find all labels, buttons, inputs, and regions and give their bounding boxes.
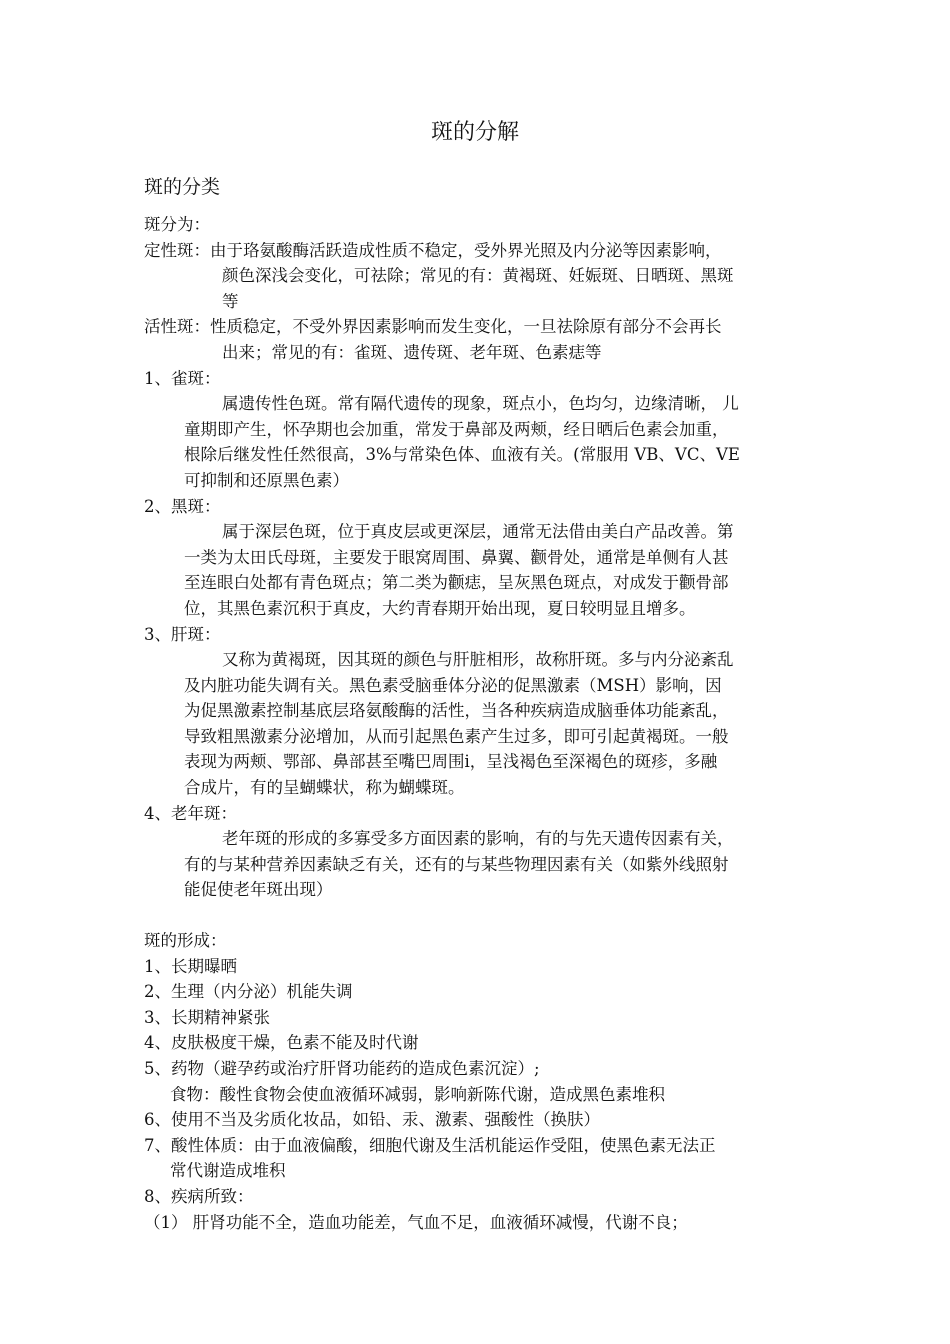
paragraph-line: 又称为黄褐斑，因其斑的颜色与肝脏相形，故称肝斑。多与内分泌紊乱 <box>222 650 734 670</box>
paragraph-line: 根除后继发性任然很高，3%与常染色体、血液有关。(常服用 VB、VC、VE <box>184 445 740 465</box>
type-heading-ganban: 3、肝斑： <box>144 624 221 644</box>
dingxing-line: 颜色深浅会变化，可祛除；常见的有：黄褐斑、妊娠斑、日晒斑、黑斑 <box>222 266 734 286</box>
paragraph-line: 童期即产生，怀孕期也会加重，常发于鼻部及两颊，经日晒后色素会加重， <box>184 419 729 439</box>
formation-item: 食物：酸性食物会使血液循环减弱，影响新陈代谢，造成黑色素堆积 <box>170 1084 665 1104</box>
paragraph-line: 老年斑的形成的多寡受多方面因素的影响，有的与先天遗传因素有关， <box>222 829 734 849</box>
paragraph-line: 表现为两颊、鄂部、鼻部甚至嘴巴周围i，呈浅褐色至深褐色的斑疹，多融 <box>184 752 718 772</box>
dingxing-line: 定性斑：由于珞氨酸酶活跃造成性质不稳定，受外界光照及内分泌等因素影响， <box>144 240 722 260</box>
paragraph-line: 至连眼白处都有青色斑点；第二类为颧痣，呈灰黑色斑点，对成发于颧骨部 <box>184 573 729 593</box>
formation-item: 6、使用不当及劣质化妆品，如铅、汞、激素、强酸性（换肤） <box>144 1110 600 1130</box>
formation-item: 常代谢造成堆积 <box>170 1161 286 1181</box>
type-paragraph-ganban <box>144 647 812 801</box>
paragraph-line: 一类为太田氏母斑，主要发于眼窝周围、鼻翼、颧骨处，通常是单侧有人甚 <box>184 547 729 567</box>
type-paragraph-heiban <box>144 519 812 621</box>
document-body <box>144 212 812 1235</box>
paragraph-line: 能促使老年斑出现） <box>184 880 333 900</box>
paragraph-line: 属遗传性色斑。常有隔代遗传的现象，斑点小，色均匀，边缘清晰， 儿 <box>222 394 739 414</box>
type-paragraph-laonianban <box>144 826 812 903</box>
paragraph-line: 合成片，有的呈蝴蝶状，称为蝴蝶斑。 <box>184 778 465 798</box>
section-heading: 斑的分类 <box>144 176 221 198</box>
formation-item: 1、长期曝晒 <box>144 956 237 976</box>
formation-heading: 斑的形成： <box>144 931 227 951</box>
paragraph-line: 有的与某种营养因素缺乏有关，还有的与某些物理因素有关（如紫外线照射 <box>184 854 729 874</box>
paragraph-line: 位，其黑色素沉积于真皮，大约青春期开始出现，夏日较明显且增多。 <box>184 598 696 618</box>
formation-item: 7、酸性体质：由于血液偏酸，细胞代谢及生活机能运作受阻，使黑色素无法正 <box>144 1135 716 1155</box>
type-paragraph-queban <box>144 391 812 493</box>
dingxing-line: 等 <box>222 291 239 311</box>
huoxing-line: 活性斑：性质稳定，不受外界因素影响而发生变化，一旦祛除原有部分不会再长 <box>144 317 722 337</box>
paragraph-line: 属于深层色斑，位于真皮层或更深层，通常无法借由美白产品改善。第 <box>222 522 734 542</box>
paragraph-line: 可抑制和还原黑色素） <box>184 470 349 490</box>
formation-item: （1） 肝肾功能不全，造血功能差，气血不足，血液循环减慢，代谢不良； <box>144 1212 688 1232</box>
huoxing-line: 出来；常见的有：雀斑、遗传斑、老年斑、色素痣等 <box>222 342 602 362</box>
paragraph-line: 导致粗黑激素分泌增加，从而引起黑色素产生过多，即可引起黄褐斑。一般 <box>184 726 729 746</box>
formation-item: 5、药物（避孕药或治疗肝肾功能药的造成色素沉淀）; <box>144 1059 540 1078</box>
type-heading-heiban: 2、黑斑： <box>144 496 221 516</box>
formation-item: 2、生理（内分泌）机能失调 <box>144 982 353 1002</box>
classification-intro: 斑分为： <box>144 215 210 234</box>
page-title: 斑的分解 <box>430 120 519 145</box>
type-heading-queban: 1、雀斑： <box>144 368 221 388</box>
formation-item: 3、长期精神紧张 <box>144 1007 270 1027</box>
type-heading-laonianban: 4、老年斑： <box>144 803 237 823</box>
spacer <box>144 903 812 928</box>
paragraph-line: 为促黑激素控制基底层珞氨酸酶的活性，当各种疾病造成脑垂体功能紊乱， <box>184 701 729 721</box>
paragraph-line: 及内脏功能失调有关。黑色素受脑垂体分泌的促黑激素（MSH）影响，因 <box>184 675 722 695</box>
formation-item: 4、皮肤极度干燥，色素不能及时代谢 <box>144 1033 419 1053</box>
formation-item: 8、疾病所致： <box>144 1186 254 1206</box>
